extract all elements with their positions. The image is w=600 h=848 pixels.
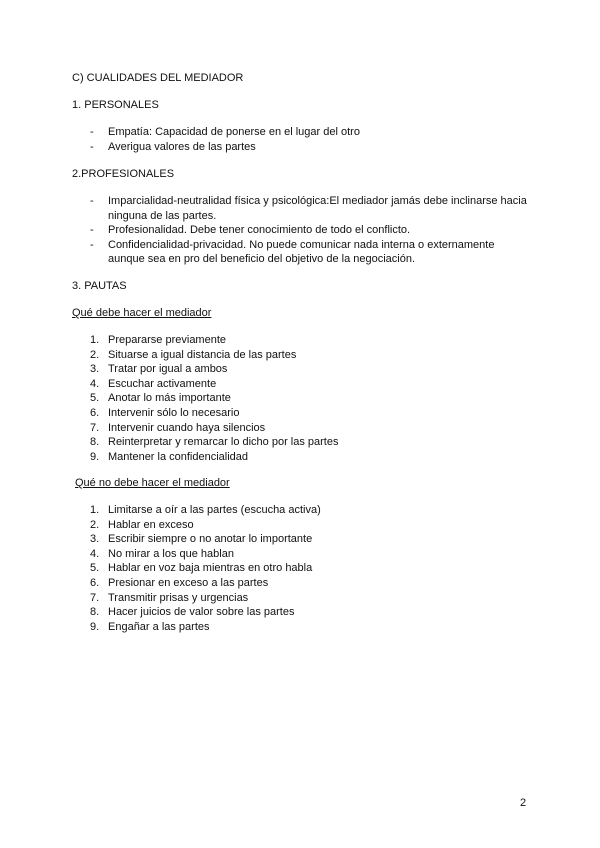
bullet-dash: - [90,140,94,153]
list-item: 3. Tratar por igual a ambos [90,363,228,376]
list-item: 4. No mirar a los que hablan [90,547,234,560]
bullet-dash: - [90,224,94,237]
no-debe-hacer-subtitle: Qué no debe hacer el mediador [75,477,230,489]
list-item: 3. Escribir siempre o no anotar lo importante [90,533,313,546]
no-debe-hacer-list [88,503,528,634]
list-item: 9. Mantener la confidencialidad [90,450,249,463]
personales-title: 1. PERSONALES [72,99,159,111]
list-item: 9. Engañar a las partes [90,620,210,633]
list-item: 6. Presionar en exceso a las partes [90,576,269,589]
list-item: - Profesionalidad. Debe tener conocimiento de todo el conflicto. [90,224,411,237]
personales-list [88,125,528,154]
list-item: 7. Transmitir prisas y urgencias [90,591,249,604]
list-item: - Imparcialidad-neutralidad física y psicológica:El mediador jamás debe inclinarse hacia ninguna de las partes. [90,195,527,222]
bullet-dash: - [90,126,94,138]
list-item: 6. Intervenir sólo lo necesario [90,406,240,419]
list-item: 5. Anotar lo más importante [90,392,231,405]
profesionales-title: 2.PROFESIONALES [72,168,175,180]
list-item: 8. Reinterpretar y remarcar lo dicho por las partes [90,436,339,449]
section-c-title: C) CUALIDADES DEL MEDIADOR [72,72,244,84]
list-item: 8. Hacer juicios de valor sobre las partes [90,606,295,619]
profesionales-list [88,194,528,267]
list-item: 1. Prepararse previamente [90,334,227,346]
bullet-dash: - [90,195,94,207]
list-item: - Empatía: Capacidad de ponerse en el lugar del otro [90,126,360,138]
list-item: 2. Hablar en exceso [90,518,194,531]
list-item: 5. Hablar en voz baja mientras en otro habla [90,562,313,575]
list-item: 1. Limitarse a oír a las partes (escucha activa) [90,504,321,516]
debe-hacer-list [88,333,528,464]
list-item: 2. Situarse a igual distancia de las partes [90,348,297,361]
list-item: 4. Escuchar activamente [90,377,217,390]
list-item: - Confidencialidad-privacidad. No puede comunicar nada interna o externamente aunque sea en pro del beneficio del objetivo de la negociación. [90,238,495,266]
debe-hacer-subtitle: Qué debe hacer el mediador [72,307,212,319]
list-item: 7. Intervenir cuando haya silencios [90,421,266,434]
bullet-dash: - [90,238,94,251]
list-item: - Averigua valores de las partes [90,140,256,153]
page-number: 2 [520,797,527,809]
pautas-title: 3. PAUTAS [72,280,127,292]
